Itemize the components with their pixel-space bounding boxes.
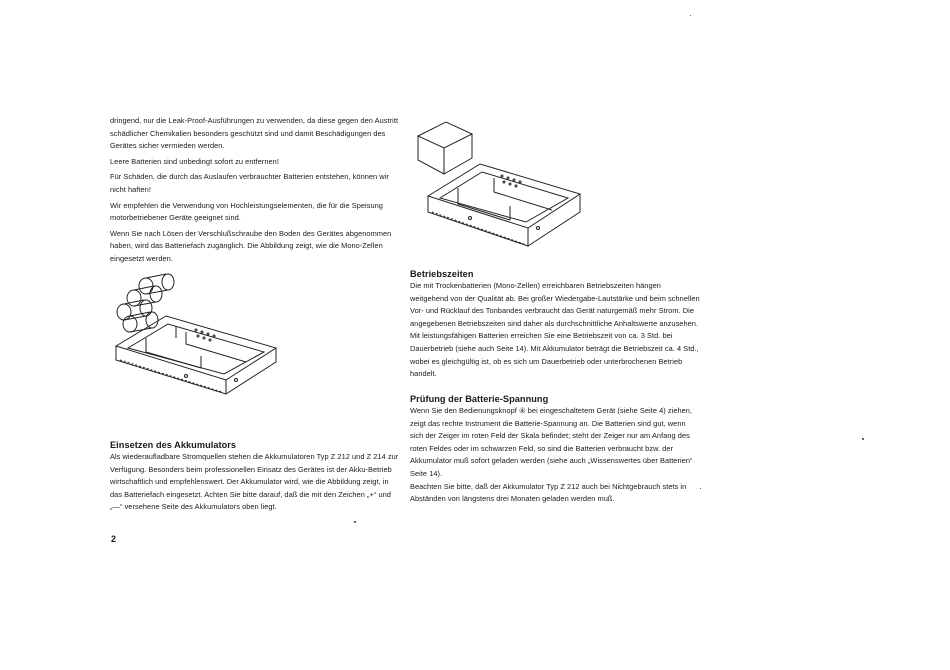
- section-accumulator: [110, 439, 400, 514]
- paragraph-liability: Für Schäden, die durch das Auslaufen verbrauchter Batterien entstehen, können wir nicht haften!: [110, 172, 389, 194]
- figure-mono-cells: [106, 268, 296, 408]
- scan-speck: [700, 488, 701, 489]
- paragraph-accumulator: Als wiederaufladbare Stromquellen stehen die Akkumulatoren Typ Z 212 und Z 214 zur Verfügung. Besonders beim professionellen Einsatz des Gerätes ist der Akku-Betrieb wirtschaftlich und empfehlenswert. Der Akkumulator wird, wie die Abbildung zeigt, in das Batteriefach eingesetzt. Achten Sie bitte darauf, daß die mit den Zeichen „+“ und „—“ versehene Seite des Akkumulators oben liegt.: [110, 452, 399, 512]
- paragraph-empty-batteries: Leere Batterien sind unbedingt sofort zu entfernen!: [110, 156, 279, 166]
- page-number: 2: [111, 534, 117, 544]
- section-operating-times: [410, 268, 700, 381]
- paragraph-accumulator-charging: Beachten Sie bitte, daß der Akkumulator Typ Z 212 auch bei Nichtgebrauch stets in Abständen von längstens drei Monaten geladen werden muß.: [410, 481, 687, 504]
- paragraph-battery-check: Wenn Sie den Bedienungsknopf ④ bei eingeschaltetem Gerät (siehe Seite 4) ziehen, zeigt das rechte Instrument die Batterie-Spannung an. Die Batterien sind gut, wenn sich der Zeiger im roten Feld der Skala befindet; steht der Zeiger nur am Anfang des roten Feldes oder im schwarzen Feld, so sind die Batterien verbraucht bzw. der Akkumulator muß sofort geladen werden (siehe auch „Wissenswertes über Batterien“ Seite 14).: [410, 406, 693, 478]
- section-battery-check: [410, 393, 700, 506]
- left-column-text: [110, 115, 400, 266]
- paragraph-battery-compartment: Wenn Sie nach Lösen der Verschlußschraube den Boden des Gerätes abgenommen haben, wird das Batteriefach zugänglich. Die Abbildung zeigt, wie die Mono-Zellen eingesetzt werden.: [110, 228, 392, 263]
- scan-speck: [862, 438, 864, 440]
- paragraph-leak-proof: dringend, nur die Leak-Proof-Ausführungen zu verwenden, da diese gegen den Austritt schädlicher Chemikalien besonders geschützt sind und damit Beschädigungen des Gerätes sicher vermieden werden.: [110, 116, 399, 151]
- heading-operating-times: Betriebszeiten: [410, 269, 474, 279]
- scan-speck: [690, 15, 691, 16]
- figure-accumulator: [410, 118, 590, 268]
- heading-accumulator: Einsetzen des Akkumulators: [110, 440, 237, 450]
- paragraph-operating-times: Die mit Trockenbatterien (Mono-Zellen) erreichbaren Betriebszeiten hängen weitgehend von der Qualität ab. Bei großer Wiedergabe-Lautstärke und beim schnellen Vor- und Rücklauf des Tonbandes verbraucht das Gerät naturgemäß mehr Strom. Die angegebenen Betriebszeiten sind daher als durchschnittliche Anhaltswerte anzusehen. Mit leistungsfähigen Batterien erreichen Sie eine Betriebszeit von ca. 3 Std. bei Dauerbetrieb (siehe auch Seite 14). Mit Akkumulator beträgt die Betriebszeit ca. 4 Std., wobei es gleichgültig ist, ob es sich um Dauerbetrieb oder unterbrochenen Betrieb handelt.: [410, 281, 700, 379]
- paragraph-recommendation: Wir empfehlen die Verwendung von Hochleistungselementen, die für die Speisung motorbetriebener Geräte geeignet sind.: [110, 200, 383, 223]
- heading-battery-check: Prüfung der Batterie-Spannung: [410, 394, 549, 404]
- scan-speck: [354, 521, 356, 523]
